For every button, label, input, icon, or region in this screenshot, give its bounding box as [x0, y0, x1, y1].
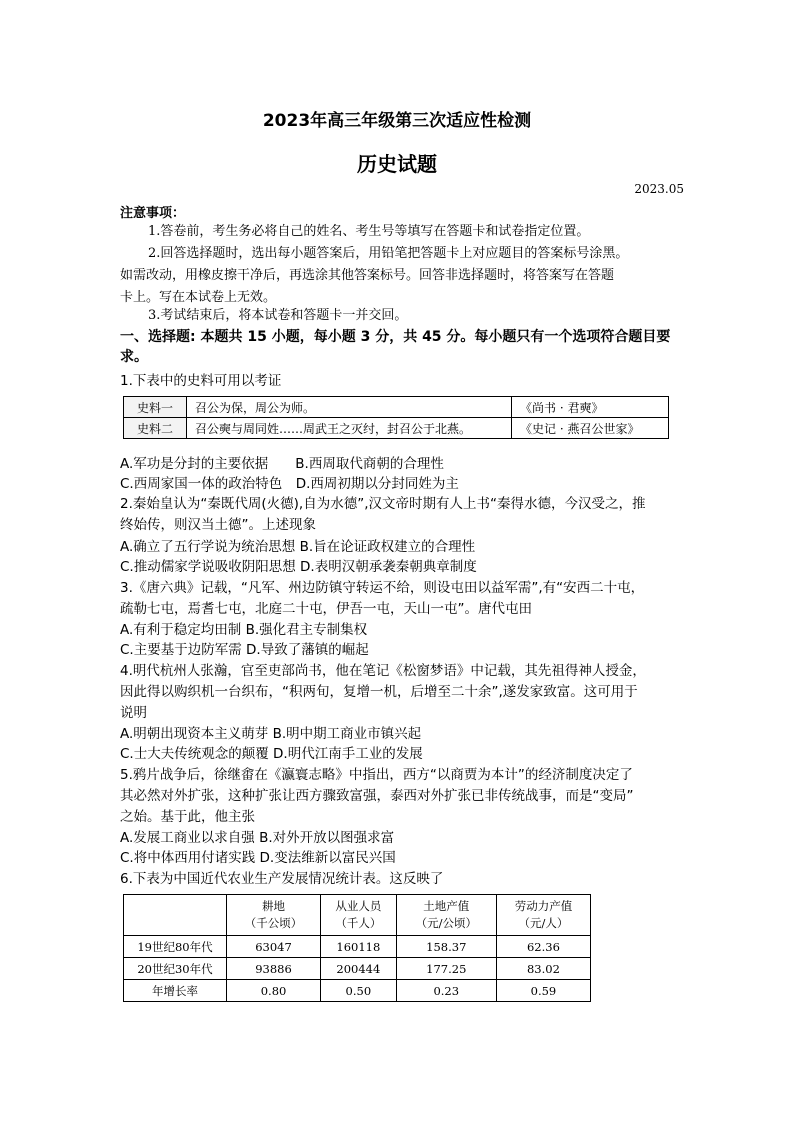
table-header-cell: 土地产值 （元/公顷）: [396, 895, 496, 936]
table-cell: 62.36: [496, 936, 590, 958]
question-5-line: 之始。基于此，他主张: [120, 809, 255, 825]
table-header-cell: 劳动力产值 （元/人）: [496, 895, 590, 936]
table-cell: 《尚书 · 君奭》: [512, 397, 669, 418]
exam-title: 2023年高三年级第三次适应性检测: [262, 111, 532, 131]
question-1-stem: 1.下表中的史料可用以考证: [120, 373, 282, 389]
question-4-line: 因此得以购织机一台织布，“积两旬，复增一机，后增至二十余”,遂发家致富。这可用于: [120, 684, 638, 700]
section-heading-cont: 求。: [120, 349, 148, 365]
notice-line: 1.答卷前，考生务必将自己的姓名、考生号等填写在答题卡和试卷指定位置。: [148, 224, 590, 239]
question-2-option: C.推动儒家学说吸收阴阳思想 D.表明汉朝承袭秦朝典章制度: [120, 559, 477, 575]
question-2-option: A.确立了五行学说为统治思想 B.旨在论证政权建立的合理性: [120, 539, 476, 555]
section-heading: 一、选择题: 本题共 15 小题，每小题 3 分，共 45 分。每小题只有一个选项符合题目要: [120, 329, 671, 345]
exam-date: 2023.05: [634, 182, 684, 196]
question-4-option: C.士大夫传统观念的颠覆 D.明代江南手工业的发展: [120, 746, 423, 762]
question-5-line: 其必然对外扩张，这种扩张让西方骤致富强，泰西对外扩张已非传统战事，而是“变局”: [120, 788, 634, 804]
table-cell: 83.02: [496, 958, 590, 980]
table-cell: 20世纪30年代: [124, 958, 227, 980]
table-cell: 158.37: [396, 936, 496, 958]
subject-title: 历史试题: [357, 152, 437, 176]
notice-line: 3.考试结束后，将本试卷和答题卡一并交回。: [148, 308, 408, 323]
table-header-row: [124, 895, 591, 936]
table-cell: 年增长率: [124, 980, 227, 1002]
question-5-line: 5.鸦片战争后，徐继畬在《瀛寰志略》中指出，西方“以商贾为本计”的经济制度决定了: [120, 767, 633, 783]
table-cell: 63047: [227, 936, 321, 958]
table-row: [124, 418, 669, 439]
table-cell: 召公为保，周公为师。: [187, 397, 512, 418]
question-3-line: 3.《唐六典》记载，“凡军、州边防镇守转运不给，则设屯田以益军需”,有“安西二十屯，: [120, 580, 645, 596]
question-3-option: A.有利于稳定均田制 B.强化君主专制集权: [120, 622, 368, 638]
question-6-stem: 6.下表为中国近代农业生产发展情况统计表。这反映了: [120, 871, 444, 887]
table-header-cell: 耕地 （千公顷）: [227, 895, 321, 936]
question-2-line: 终始传，则汉当土德”。上述现象: [120, 517, 316, 533]
question-5-option: A.发展工商业以求自强 B.对外开放以图强求富: [120, 830, 395, 846]
table-row: [124, 980, 591, 1002]
table-cell: 0.59: [496, 980, 590, 1002]
table-cell: 召公奭与周同姓……周武王之灭纣，封召公于北燕。: [187, 418, 512, 439]
question-1-option: A.军功是分封的主要依据 B.西周取代商朝的合理性: [120, 456, 444, 472]
table-cell: 200444: [321, 958, 397, 980]
table-cell: 160118: [321, 936, 397, 958]
table-cell: 史料一: [124, 397, 187, 418]
table-cell: 0.50: [321, 980, 397, 1002]
table-header-cell: [124, 895, 227, 936]
question-4-option: A.明朝出现资本主义萌芽 B.明中期工商业市镇兴起: [120, 726, 422, 742]
question-4-line: 说明: [120, 705, 147, 721]
question-3-line: 疏勒七屯，焉耆七屯，北庭二十屯，伊吾一屯，天山一屯”。唐代屯田: [120, 601, 532, 617]
question-6-table: [123, 894, 591, 1002]
table-row: [124, 397, 669, 418]
notice-line: 2.回答选择题时，选出每小题答案后，用铅笔把答题卡上对应题目的答案标号涂黑。: [148, 246, 629, 261]
table-cell: 19世纪80年代: [124, 936, 227, 958]
question-2-line: 2.秦始皇认为“秦既代周(火德),自为水德”,汉文帝时期有人上书“秦得水德，今汉受之，推: [120, 496, 646, 512]
table-cell: 0.80: [227, 980, 321, 1002]
notice-line: 如需改动，用橡皮擦干净后，再选涂其他答案标号。回答非选择题时，将答案写在答题: [120, 268, 615, 283]
table-cell: 史料二: [124, 418, 187, 439]
question-1-table: [123, 396, 669, 439]
table-cell: 93886: [227, 958, 321, 980]
table-row: [124, 936, 591, 958]
question-4-line: 4.明代杭州人张瀚，官至吏部尚书，他在笔记《松窗梦语》中记载，其先祖得神人授金，: [120, 663, 646, 679]
table-cell: 0.23: [396, 980, 496, 1002]
table-header-cell: 从业人员 （千人）: [321, 895, 397, 936]
notice-heading: 注意事项：: [120, 206, 186, 221]
question-3-option: C.主要基于边防军需 D.导致了藩镇的崛起: [120, 642, 369, 658]
table-cell: 177.25: [396, 958, 496, 980]
table-row: [124, 958, 591, 980]
question-1-option: C.西周家国一体的政治特色 D.西周初期以分封同姓为主: [120, 476, 459, 492]
question-5-option: C.将中体西用付诸实践 D.变法维新以富民兴国: [120, 850, 396, 866]
notice-line: 卡上。写在本试卷上无效。: [120, 290, 277, 305]
table-cell: 《史记 · 燕召公世家》: [512, 418, 669, 439]
